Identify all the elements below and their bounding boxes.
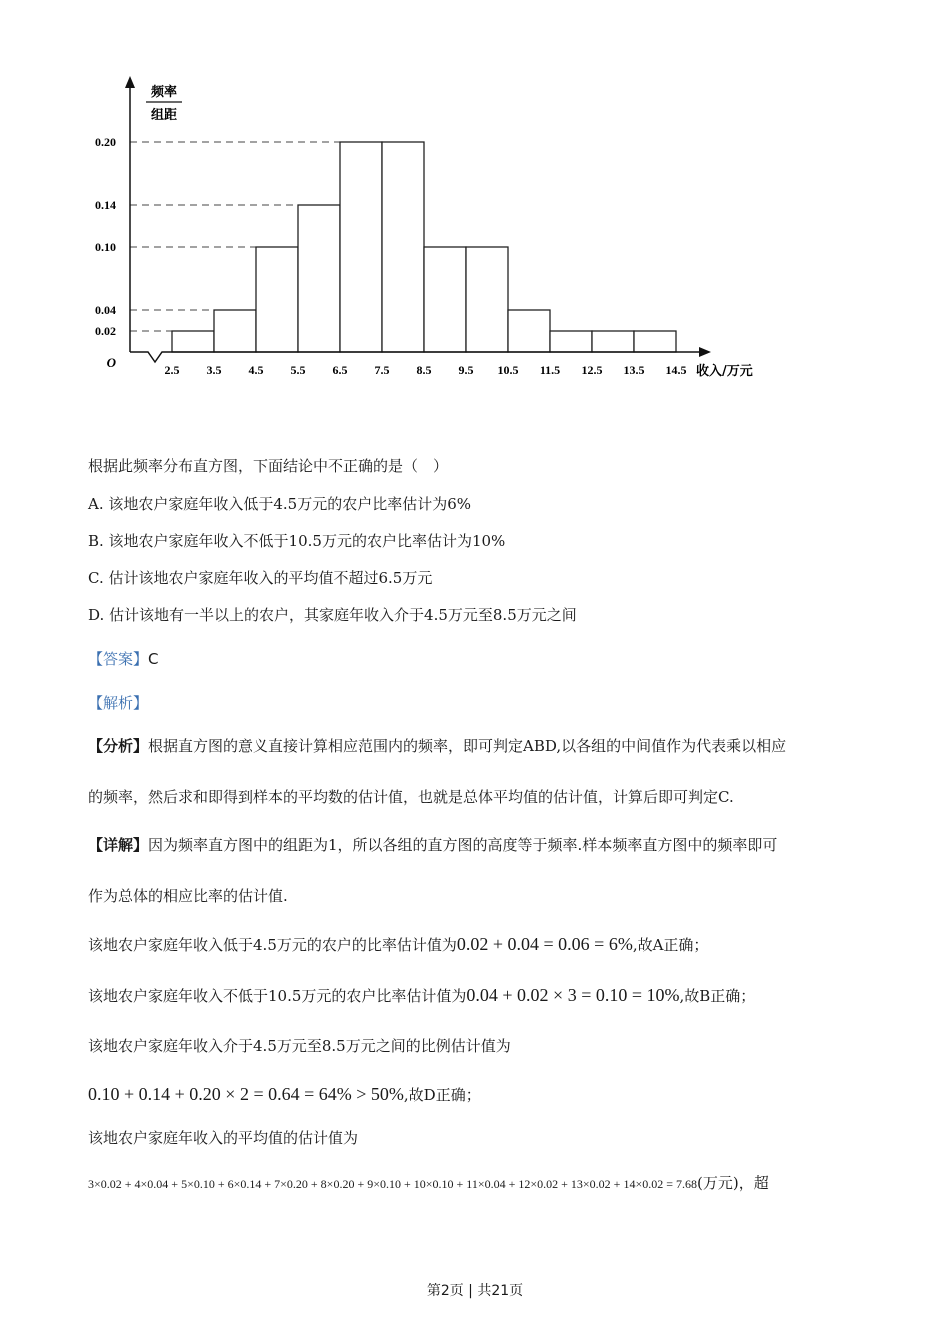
answer-line xyxy=(88,648,159,670)
fenxi-tag: 【分析】 xyxy=(88,737,149,755)
detail-mean-text: 该地农户家庭年收入的平均值的估计值为 xyxy=(88,1129,359,1147)
detail-b-text: 该地农户家庭年收入不低于10.5万元的农户比率估计值为 xyxy=(88,987,467,1005)
detail-line-2: 作为总体的相应比率的估计值. xyxy=(88,887,288,905)
detail-b-end: ,故B正确； xyxy=(679,987,756,1005)
bar-4 xyxy=(340,142,382,352)
x-tick-label-4: 6.5 xyxy=(332,363,348,377)
bar-6 xyxy=(424,247,466,352)
frequency-histogram xyxy=(80,70,780,390)
y-axis-label-numerator: 频率 xyxy=(150,85,178,100)
detail-line-1 xyxy=(88,834,777,856)
question-stem: 根据此频率分布直方图，下面结论中不正确的是（ ） xyxy=(88,457,449,475)
y-axis-arrow xyxy=(125,76,135,88)
x-tick-label-9: 11.5 xyxy=(539,363,561,377)
option-c: C. 估计该地农户家庭年收入的平均值不超过6.5万元 xyxy=(88,569,433,587)
x-tick-label-1: 3.5 xyxy=(206,363,222,377)
answer-value: C xyxy=(148,650,159,668)
answer-tag: 【答案】 xyxy=(88,650,149,668)
detail-a-math: 0.02 + 0.04 = 0.06 = 6% xyxy=(456,934,633,954)
x-axis-arrow xyxy=(699,347,711,357)
detail-mean xyxy=(88,1172,769,1195)
option-a: A. 该地农户家庭年收入低于4.5万元的农户比率估计为6% xyxy=(88,495,472,513)
bar-11 xyxy=(634,331,676,352)
detail-mean-end: (万元)，超 xyxy=(696,1174,769,1192)
y-tick-label-3: 0.14 xyxy=(95,198,116,212)
x-tick-label-11: 13.5 xyxy=(623,363,645,377)
fenxi-text-1: 根据直方图的意义直接计算相应范围内的频率，即可判定ABD,以各组的中间值作为代表乘以相应 xyxy=(148,737,787,755)
y-tick-label-2: 0.10 xyxy=(95,240,116,254)
page-footer: 第2页 | 共21页 xyxy=(426,1283,524,1299)
bar-8 xyxy=(508,310,550,352)
option-b: B. 该地农户家庭年收入不低于10.5万元的农户比率估计为10% xyxy=(88,532,506,550)
detail-b xyxy=(88,984,755,1007)
detail-a-text: 该地农户家庭年收入低于4.5万元的农户的比率估计值为 xyxy=(88,936,457,954)
x-tick-label-10: 12.5 xyxy=(581,363,603,377)
x-tick-label-3: 5.5 xyxy=(290,363,306,377)
bar-0 xyxy=(172,331,214,352)
y-axis-label-denominator: 组距 xyxy=(150,108,178,123)
bar-2 xyxy=(256,247,298,352)
y-tick-label-0: 0.02 xyxy=(95,324,116,338)
detail-d-text: 该地农户家庭年收入介于4.5万元至8.5万元之间的比例估计值为 xyxy=(88,1037,511,1055)
x-tick-label-2: 4.5 xyxy=(248,363,264,377)
x-tick-label-8: 10.5 xyxy=(497,363,519,377)
y-tick-label-4: 0.20 xyxy=(95,135,116,149)
detail-d-math: 0.10 + 0.14 + 0.20 × 2 = 0.64 = 64% > 50% xyxy=(88,1084,404,1104)
fenxi-line-1 xyxy=(88,735,786,757)
detail-a xyxy=(88,933,708,956)
bar-5 xyxy=(382,142,424,352)
detail-text-1: 因为频率直方图中的组距为1，所以各组的直方图的高度等于频率.样本频率直方图中的频率即可 xyxy=(148,836,778,854)
detail-a-end: ,故A正确； xyxy=(632,936,709,954)
x-tick-label-7: 9.5 xyxy=(458,363,474,377)
bar-1 xyxy=(214,310,256,352)
option-d: D. 估计该地有一半以上的农户，其家庭年收入介于4.5万元至8.5万元之间 xyxy=(88,606,577,624)
y-tick-label-1: 0.04 xyxy=(95,303,116,317)
fenxi-line-2: 的频率，然后求和即得到样本的平均数的估计值，也就是总体平均值的估计值，计算后即可判定C. xyxy=(88,788,734,806)
x-tick-label-0: 2.5 xyxy=(164,363,180,377)
x-tick-label-5: 7.5 xyxy=(374,363,390,377)
x-axis-label: 收入/万元 xyxy=(696,364,753,379)
detail-b-math: 0.04 + 0.02 × 3 = 0.10 = 10% xyxy=(466,985,680,1005)
detail-d-end: ,故D正确； xyxy=(403,1086,481,1104)
origin-label: O xyxy=(106,355,116,370)
bar-9 xyxy=(550,331,592,352)
x-tick-label-12: 14.5 xyxy=(665,363,687,377)
detail-d xyxy=(88,1083,481,1106)
x-axis-line xyxy=(130,352,701,362)
detail-tag: 【详解】 xyxy=(88,836,149,854)
bar-10 xyxy=(592,331,634,352)
bar-7 xyxy=(466,247,508,352)
bar-3 xyxy=(298,205,340,352)
x-tick-label-6: 8.5 xyxy=(416,363,432,377)
detail-mean-math: 3×0.02 + 4×0.04 + 5×0.10 + 6×0.14 + 7×0.20 + 8×0.20 + 9×0.10 + 10×0.10 + 11×0.04 + 12×0.02 + 13×0.02 + 14×0.02 = 7.68 xyxy=(88,1177,697,1191)
analysis-tag: 【解析】 xyxy=(88,694,149,712)
